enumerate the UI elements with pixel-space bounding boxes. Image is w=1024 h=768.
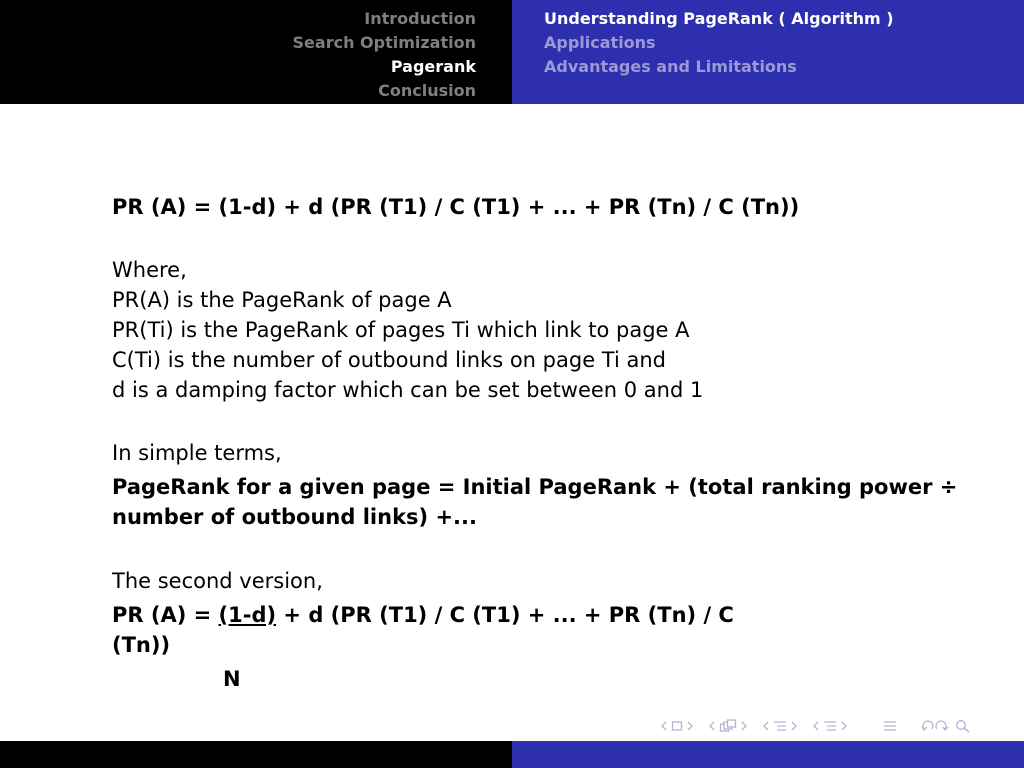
nav-section-prev-icon[interactable] bbox=[762, 721, 770, 731]
definition-c-ti: C(Ti) is the number of outbound links on page Ti and bbox=[112, 348, 666, 372]
nav-frame-next-icon[interactable] bbox=[686, 721, 694, 731]
section-introduction[interactable]: Introduction bbox=[364, 9, 476, 28]
subsection-list bbox=[544, 7, 894, 79]
simple-terms-label: In simple terms, bbox=[112, 441, 282, 465]
section-nav-panel bbox=[0, 0, 512, 104]
footer-right-panel bbox=[512, 741, 1024, 768]
nav-subsection-icon[interactable] bbox=[718, 719, 738, 733]
second-formula-prefix: PR (A) = bbox=[112, 603, 219, 627]
nav-toc-align-icon[interactable] bbox=[882, 720, 898, 732]
nav-back-icon[interactable] bbox=[920, 719, 952, 733]
spacer bbox=[112, 222, 912, 255]
where-label: Where, bbox=[112, 258, 187, 282]
nav-zoom-icon[interactable] bbox=[954, 719, 972, 733]
definition-damping-factor: d is a damping factor which can be set between 0 and 1 bbox=[112, 378, 704, 402]
nav-frame-prev-icon[interactable] bbox=[660, 721, 668, 731]
section-conclusion[interactable]: Conclusion bbox=[378, 81, 476, 100]
section-list bbox=[293, 7, 476, 103]
nav-section-next-icon[interactable] bbox=[790, 721, 798, 731]
definition-pr-a: PR(A) is the PageRank of page A bbox=[112, 288, 452, 312]
nav-section-icon[interactable] bbox=[772, 720, 788, 732]
nav-toc-icon[interactable] bbox=[822, 720, 838, 732]
slide-content bbox=[112, 192, 958, 694]
nav-frame-icon[interactable] bbox=[670, 720, 684, 732]
subsection-advantages-limitations[interactable]: Advantages and Limitations bbox=[544, 57, 797, 76]
nav-subsection-next-icon[interactable] bbox=[740, 721, 748, 731]
second-formula-line2: (Tn)) bbox=[112, 633, 171, 657]
subsection-applications[interactable]: Applications bbox=[544, 33, 656, 52]
section-search-optimization[interactable]: Search Optimization bbox=[292, 33, 476, 52]
nav-subsection-prev-icon[interactable] bbox=[708, 721, 716, 731]
slide-footer bbox=[0, 741, 1024, 768]
subsection-understanding-pagerank[interactable]: Understanding PageRank ( Algorithm ) bbox=[544, 9, 894, 28]
definition-pr-ti: PR(Ti) is the PageRank of pages Ti which link to page A bbox=[112, 318, 690, 342]
formula-denominator: N bbox=[223, 667, 241, 691]
second-formula-underlined: (1-d) bbox=[218, 603, 277, 627]
second-version-label: The second version, bbox=[112, 569, 323, 593]
slide-header bbox=[0, 0, 1024, 104]
section-pagerank[interactable]: Pagerank bbox=[390, 57, 476, 76]
second-formula-suffix: + d (PR (T1) / C (T1) + ... + PR (Tn) / C bbox=[276, 603, 734, 627]
pagerank-formula: PR (A) = (1-d) + d (PR (T1) / C (T1) + ... + PR (Tn) / C (Tn)) bbox=[112, 195, 800, 219]
simple-formula-line1: PageRank for a given page = Initial PageRank + (total ranking power ÷ bbox=[112, 475, 958, 499]
nav-toc-next-icon[interactable] bbox=[840, 721, 848, 731]
simple-formula-line2: number of outbound links) +... bbox=[112, 505, 477, 529]
second-formula-line1 bbox=[112, 600, 912, 630]
footer-left-panel bbox=[0, 741, 512, 768]
subsection-nav-panel bbox=[512, 0, 1024, 104]
spacer bbox=[112, 532, 912, 566]
spacer bbox=[112, 405, 912, 438]
navigation-symbols bbox=[660, 716, 1022, 736]
nav-toc-prev-icon[interactable] bbox=[812, 721, 820, 731]
